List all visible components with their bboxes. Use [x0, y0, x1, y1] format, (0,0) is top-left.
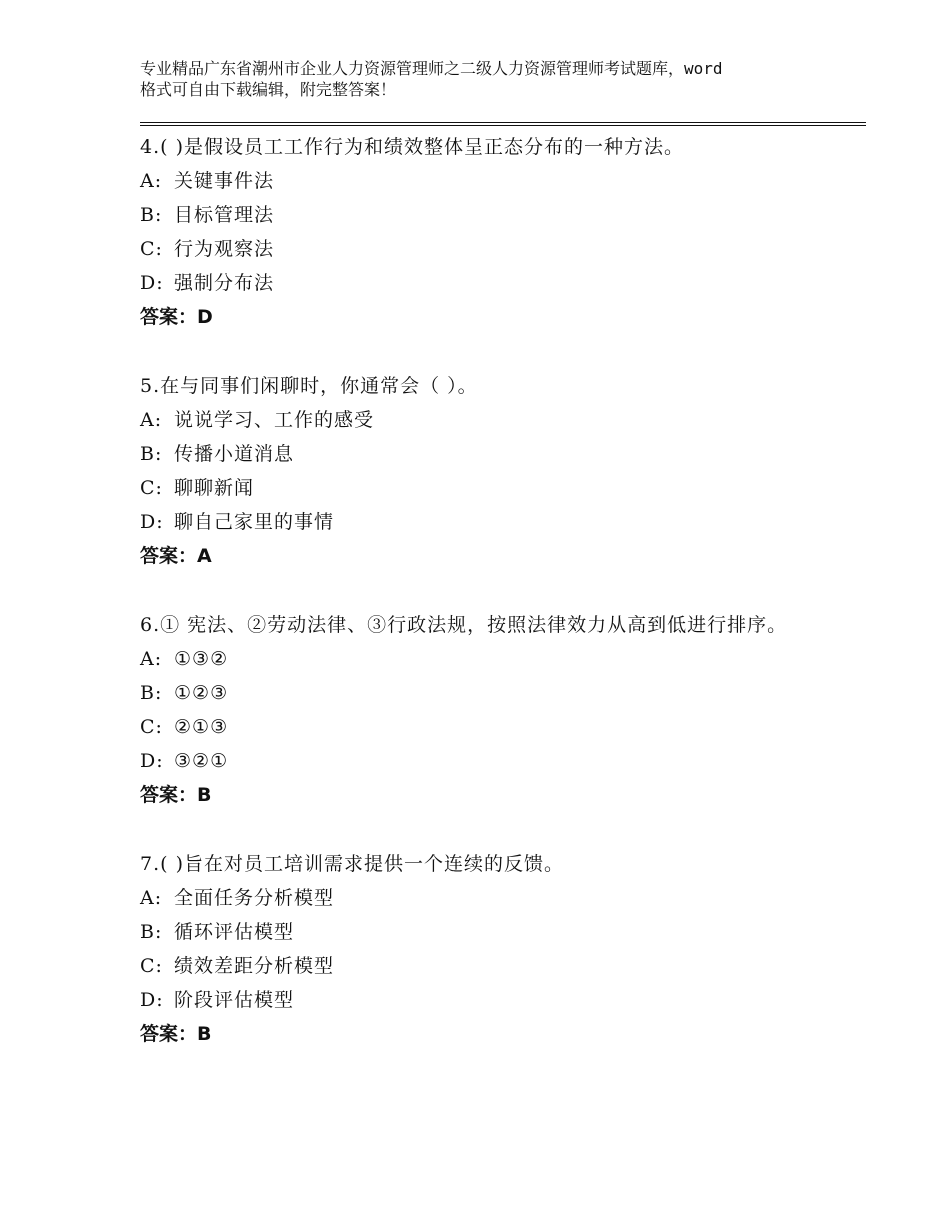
- option-key: D:: [140, 750, 164, 772]
- option-key: D:: [140, 989, 164, 1011]
- option-d: [140, 266, 820, 300]
- answer-line: 答案：B: [140, 1023, 212, 1045]
- question-text: 6.① 宪法、②劳动法律、③行政法规，按照法律效力从高到低进行排序。: [140, 614, 788, 636]
- question-block: [140, 847, 820, 1051]
- option-d: [140, 983, 820, 1017]
- option-key: C:: [140, 716, 163, 738]
- answer-line: 答案：D: [140, 306, 213, 328]
- header-line-1: 专业精品广东省潮州市企业人力资源管理师之二级人力资源管理师考试题库，word: [140, 59, 723, 78]
- option-d: [140, 744, 820, 778]
- option-key: C:: [140, 238, 163, 260]
- option-key: A:: [140, 648, 163, 670]
- option-text: 绩效差距分析模型: [174, 955, 335, 977]
- option-key: C:: [140, 955, 163, 977]
- option-b: [140, 437, 820, 471]
- option-key: D:: [140, 272, 164, 294]
- question-text: 5.在与同事们闲聊时，你通常会（ ）。: [140, 375, 478, 397]
- option-a: [140, 881, 820, 915]
- header-line-2: 格式可自由下载编辑，附完整答案！: [140, 80, 397, 99]
- option-text: 目标管理法: [174, 204, 275, 226]
- option-b: [140, 676, 820, 710]
- header-divider-secondary: [140, 125, 866, 126]
- option-key: B:: [140, 204, 163, 226]
- option-key: B:: [140, 921, 163, 943]
- option-text: 关键事件法: [174, 170, 275, 192]
- question-text: 7.( )旨在对员工培训需求提供一个连续的反馈。: [140, 853, 564, 875]
- option-d: [140, 505, 820, 539]
- option-text: ①③②: [174, 648, 229, 670]
- option-text: 强制分布法: [174, 272, 275, 294]
- option-c: [140, 949, 820, 983]
- option-text: ③②①: [174, 750, 229, 772]
- option-b: [140, 198, 820, 232]
- option-key: A:: [140, 170, 163, 192]
- option-c: [140, 710, 820, 744]
- option-text: ②①③: [174, 716, 229, 738]
- option-text: ①②③: [174, 682, 229, 704]
- option-text: 聊聊新闻: [174, 477, 255, 499]
- answer-line: 答案：B: [140, 784, 212, 806]
- option-key: A:: [140, 887, 163, 909]
- option-text: 全面任务分析模型: [174, 887, 335, 909]
- question-block: [140, 130, 820, 334]
- option-key: C:: [140, 477, 163, 499]
- option-a: [140, 403, 820, 437]
- question-list: [140, 130, 820, 1086]
- option-c: [140, 232, 820, 266]
- option-c: [140, 471, 820, 505]
- option-text: 循环评估模型: [174, 921, 295, 943]
- option-text: 说说学习、工作的感受: [174, 409, 375, 431]
- option-text: 阶段评估模型: [174, 989, 295, 1011]
- option-b: [140, 915, 820, 949]
- document-header: [140, 58, 830, 100]
- option-text: 聊自己家里的事情: [174, 511, 335, 533]
- option-key: D:: [140, 511, 164, 533]
- option-a: [140, 642, 820, 676]
- option-text: 传播小道消息: [174, 443, 295, 465]
- option-a: [140, 164, 820, 198]
- option-key: A:: [140, 409, 163, 431]
- option-key: B:: [140, 443, 163, 465]
- option-text: 行为观察法: [174, 238, 275, 260]
- option-key: B:: [140, 682, 163, 704]
- header-divider: [140, 122, 866, 123]
- question-block: [140, 608, 820, 812]
- question-block: [140, 369, 820, 573]
- question-text: 4.( )是假设员工工作行为和绩效整体呈正态分布的一种方法。: [140, 136, 684, 158]
- answer-line: 答案：A: [140, 545, 212, 567]
